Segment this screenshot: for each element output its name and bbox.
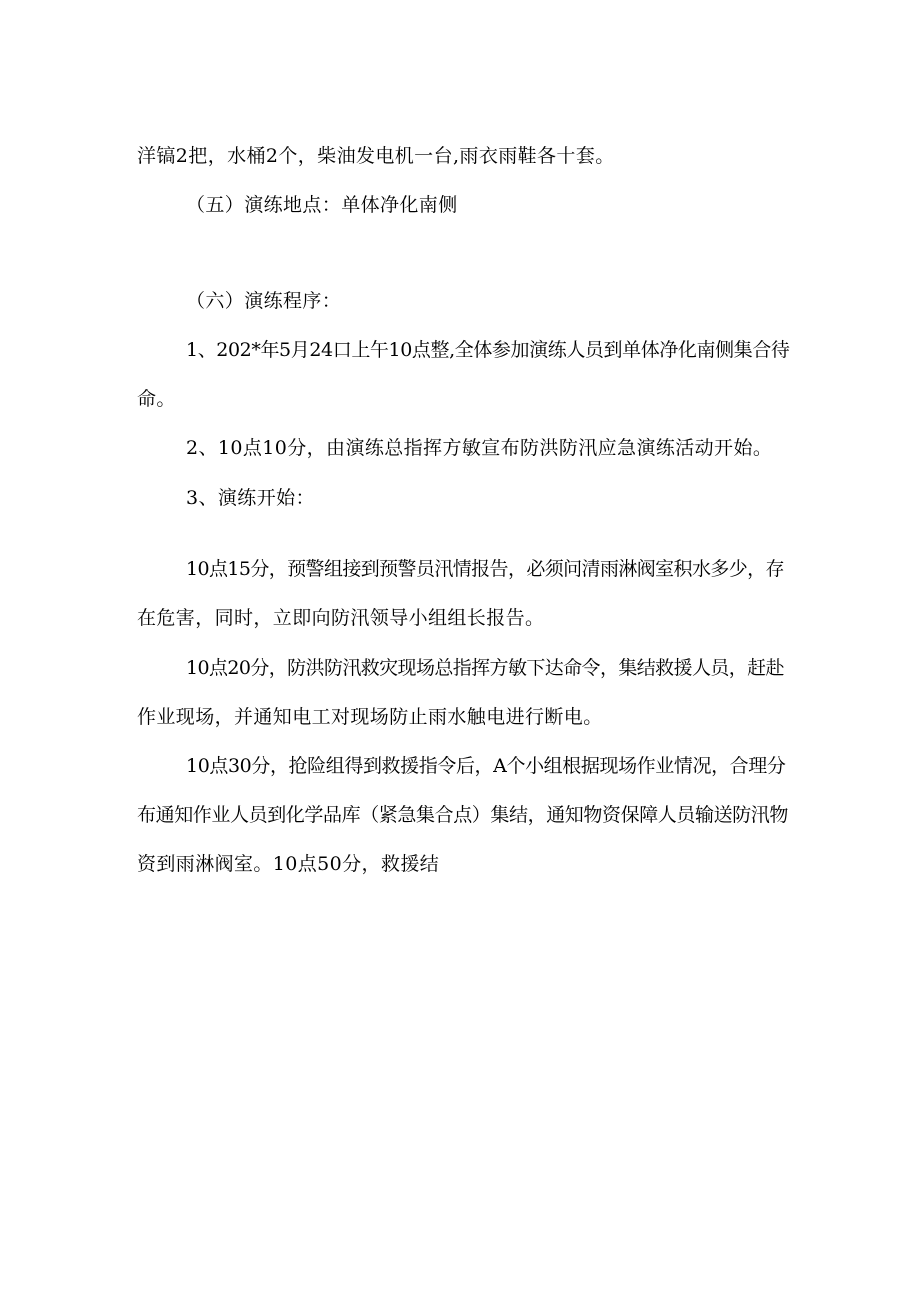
paragraph-1030-line-2: 布通知作业人员到化学品库（紧急集合点）集结，通知物资保障人员输送防汛物 — [137, 804, 789, 826]
step-2: 2、10点10分，由演练总指挥方敏宣布防洪防汛应急演练活动开始。 — [186, 437, 773, 459]
paragraph-1015-line-2: 在危害，同时，立即向防汛领导小组组长报告。 — [137, 607, 545, 629]
paragraph-1030-line-3: 资到雨淋阀室。10点50分，救援结 — [137, 853, 440, 875]
paragraph-1020-line-2: 作业现场，并通知电工对现场防止雨水触电进行断电。 — [137, 706, 603, 728]
section-heading-location: （五）演练地点：单体净化南侧 — [186, 194, 458, 216]
step-3: 3、演练开始： — [186, 487, 315, 509]
step-1-line-2: 命。 — [137, 388, 176, 410]
section-heading-procedure: （六）演练程序： — [186, 290, 342, 312]
paragraph-1015-line-1: 10点15分，预警组接到预警员汛情报告，必须问清雨淋阀室积水多少，存 — [186, 558, 784, 580]
step-1-line-1: 1、202*年5月24口上午10点整,全体参加演练人员到单体净化南侧集合待 — [186, 339, 790, 361]
paragraph-1020-line-1: 10点20分，防洪防汛救灾现场总指挥方敏下达命令，集结救援人员，赶赴 — [186, 657, 784, 679]
text-line-materials: 洋镐2把，水桶2个，柴油发电机一台,雨衣雨鞋各十套。 — [137, 145, 615, 167]
paragraph-1030-line-1: 10点30分，抢险组得到救援指令后，A个小组根据现场作业情况，合理分 — [186, 755, 786, 777]
